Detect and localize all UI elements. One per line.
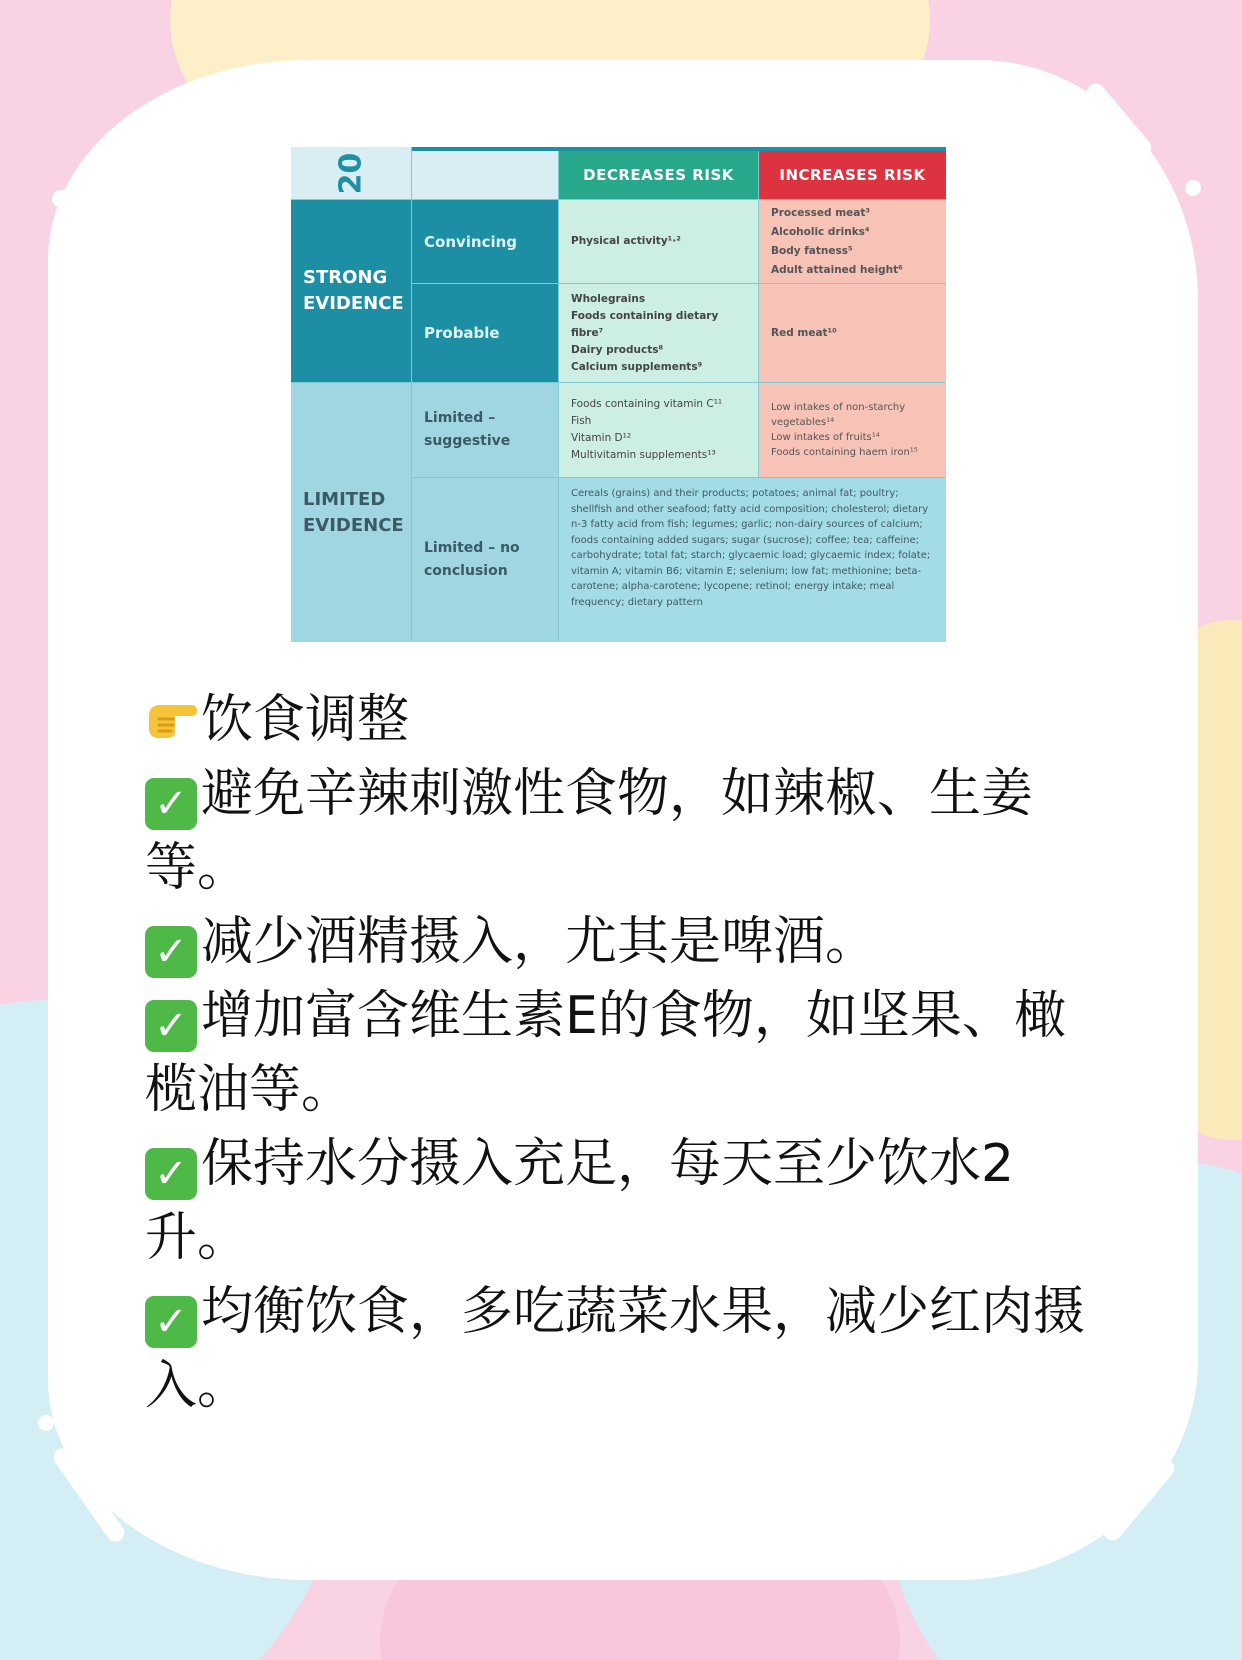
list-item: Dairy products⁸ (571, 343, 664, 356)
item-text: 增加富含维生素E的食物，如坚果、橄榄油等。 (145, 986, 1066, 1120)
probable-increases-cell (759, 284, 946, 382)
item-text: 均衡饮食，多吃蔬菜水果，减少红肉摄入。 (145, 1282, 1086, 1416)
decor-dot (968, 1565, 982, 1579)
list-item (145, 905, 1105, 979)
convincing-label: Convincing (412, 200, 558, 283)
suggestive-increases-cell (759, 383, 946, 477)
limited-evidence-label: LIMITED EVIDENCE (291, 383, 411, 642)
list-item: Foods containing vitamin C¹¹ (571, 398, 723, 410)
no-conclusion-cell: Cereals (grains) and their products; potatoes; animal fat; poultry; shellfish and other seafood; fatty acid composition; cholesterol; dietary n-3 fatty acid from fish; legumes; garlic; non-dairy sources of calcium; foods containing added sugars; sugar (sucrose); coffee; tea; caffeine; carbohydrate; total fat; starch; glycaemic load; glycaemic index; folate; vitamin A; vitamin B6; vitamin E; selenium; low fat; methionine; beta-carotene; alpha-carotene; lycopene; retinol; energy intake; meal frequency; dietary pattern (559, 478, 946, 642)
list-item (145, 757, 1105, 905)
list-item: Low intakes of fruits¹⁴ (771, 432, 880, 443)
year-label: 20 (291, 147, 411, 199)
check-mark-icon: ✓ (145, 1296, 197, 1348)
probable-label: Probable (412, 284, 558, 382)
heading-text: 饮食调整 (201, 690, 410, 750)
list-item (145, 979, 1105, 1127)
list-item: Body fatness⁵ (771, 244, 853, 257)
check-mark-icon: ✓ (145, 926, 197, 978)
diet-advice (145, 683, 1105, 1423)
evidence-table-image (291, 147, 946, 642)
strong-evidence-label: STRONG EVIDENCE (291, 200, 411, 382)
pointing-right-hand-icon (145, 690, 199, 742)
limited-no-conclusion-label: Limited – no conclusion (412, 478, 558, 642)
list-item: Calcium supplements⁹ (571, 360, 703, 373)
probable-decreases-cell (559, 284, 758, 382)
check-mark-icon: ✓ (145, 778, 197, 830)
check-mark-icon: ✓ (145, 1000, 197, 1052)
section-heading (145, 683, 1105, 757)
header-increases-risk: INCREASES RISK (759, 151, 946, 199)
list-item: Vitamin D¹² (571, 432, 632, 444)
list-item: Processed meat³ (771, 206, 870, 219)
list-item (145, 1275, 1105, 1423)
item-text: 避免辛辣刺激性食物，如辣椒、生姜等。 (145, 764, 1034, 898)
list-item: Foods containing dietary fibre⁷ (571, 309, 719, 339)
list-item: Adult attained height⁶ (771, 263, 903, 276)
item-text: 减少酒精摄入，尤其是啤酒。 (201, 912, 878, 972)
decor-dot (1185, 180, 1201, 196)
decor-dot (52, 190, 70, 208)
limited-suggestive-label: Limited – suggestive (412, 383, 558, 477)
list-item: Low intakes of non-starchy vegetables¹⁴ (771, 402, 906, 428)
list-item: Foods containing haem iron¹⁵ (771, 447, 918, 458)
list-item: Multivitamin supplements¹³ (571, 449, 716, 461)
decor-dot (38, 1415, 54, 1431)
header-decreases-risk: DECREASES RISK (559, 151, 758, 199)
list-item: Physical activity¹·² (571, 235, 681, 247)
convincing-increases-cell (759, 200, 946, 283)
list-item: Wholegrains (571, 292, 646, 305)
list-item: Red meat¹⁰ (771, 326, 837, 339)
item-text: 保持水分摄入充足，每天至少饮水2升。 (145, 1134, 1015, 1268)
list-item: Alcoholic drinks⁴ (771, 225, 870, 238)
header-blank (412, 151, 558, 199)
suggestive-decreases-cell (559, 383, 758, 477)
convincing-decreases-cell (559, 200, 758, 283)
check-mark-icon: ✓ (145, 1148, 197, 1200)
list-item (145, 1127, 1105, 1275)
list-item: Fish (571, 415, 592, 427)
